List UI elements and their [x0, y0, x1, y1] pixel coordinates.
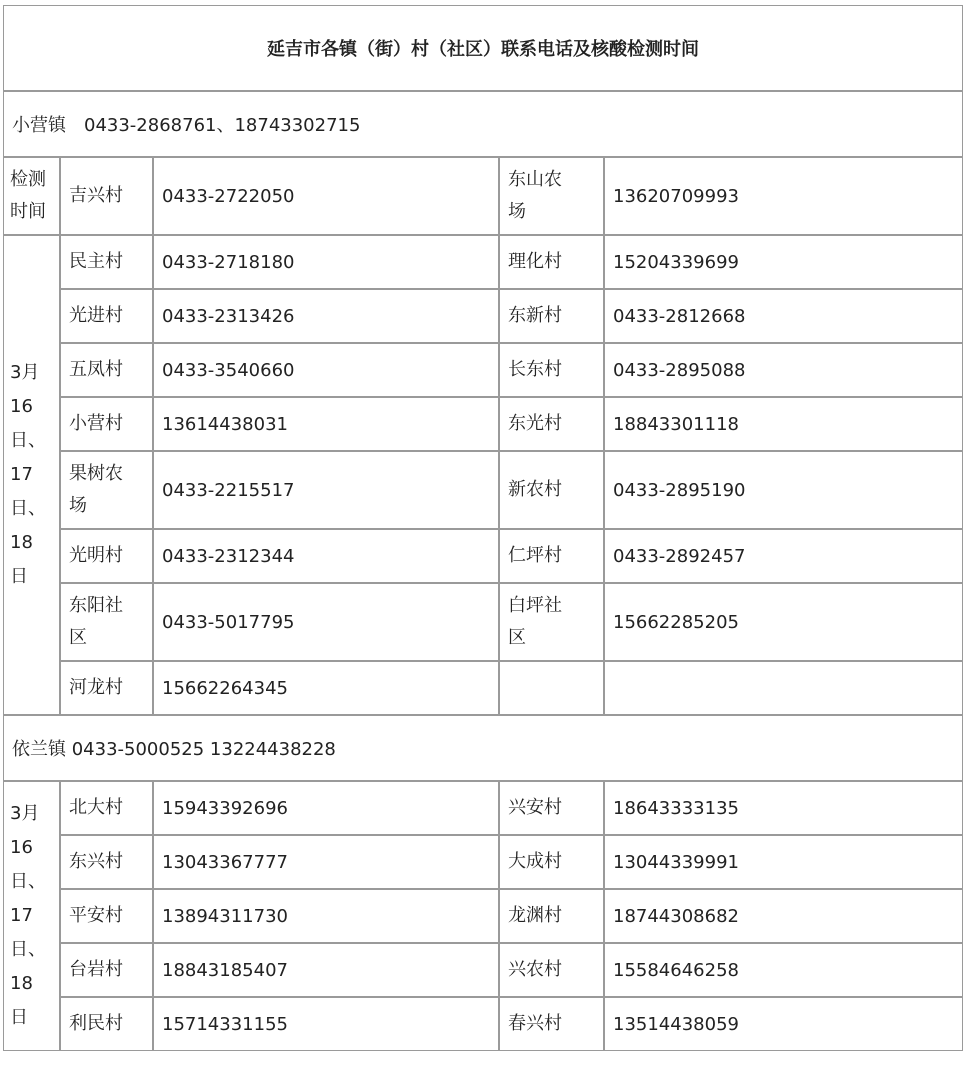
village-name: 春兴村	[499, 997, 604, 1051]
village-phone: 15943392696	[153, 781, 499, 835]
village-phone: 15662264345	[153, 661, 499, 715]
village-phone: 0433-2812668	[604, 289, 963, 343]
village-name: 利民村	[60, 997, 153, 1051]
village-phone: 0433-2895190	[604, 451, 963, 529]
village-phone: 13894311730	[153, 889, 499, 943]
village-phone: 15204339699	[604, 235, 963, 289]
village-phone: 18744308682	[604, 889, 963, 943]
town-row	[3, 715, 963, 781]
village-name: 光明村	[60, 529, 153, 583]
village-name: 小营村	[60, 397, 153, 451]
table-row	[3, 157, 963, 235]
village-name: 五凤村	[60, 343, 153, 397]
check-date: 3月16日、17日、18日	[3, 781, 60, 1051]
village-name	[499, 661, 604, 715]
village-phone: 15584646258	[604, 943, 963, 997]
title-row	[3, 5, 963, 91]
table-row	[3, 343, 963, 397]
table-row	[3, 661, 963, 715]
village-name: 东光村	[499, 397, 604, 451]
village-name: 理化村	[499, 235, 604, 289]
village-name: 新农村	[499, 451, 604, 529]
village-phone: 13620709993	[604, 157, 963, 235]
village-phone: 13043367777	[153, 835, 499, 889]
village-name: 龙渊村	[499, 889, 604, 943]
village-phone: 0433-2892457	[604, 529, 963, 583]
check-time-header: 检测时间	[3, 157, 60, 235]
village-phone: 0433-2215517	[153, 451, 499, 529]
village-name: 东新村	[499, 289, 604, 343]
village-name: 东阳社区	[60, 583, 153, 661]
table-row	[3, 289, 963, 343]
village-name: 北大村	[60, 781, 153, 835]
village-phone: 15714331155	[153, 997, 499, 1051]
check-date: 3月16日、17日、18日	[3, 235, 60, 715]
village-phone: 13614438031	[153, 397, 499, 451]
village-name: 白坪社区	[499, 583, 604, 661]
village-phone: 0433-2313426	[153, 289, 499, 343]
village-phone: 15662285205	[604, 583, 963, 661]
table-row	[3, 235, 963, 289]
town-row	[3, 91, 963, 157]
table-row	[3, 583, 963, 661]
table-row	[3, 997, 963, 1051]
village-name: 平安村	[60, 889, 153, 943]
village-name: 东兴村	[60, 835, 153, 889]
table-row	[3, 781, 963, 835]
village-phone: 0433-2718180	[153, 235, 499, 289]
table-row	[3, 835, 963, 889]
village-name: 仁坪村	[499, 529, 604, 583]
village-name: 民主村	[60, 235, 153, 289]
village-phone: 18643333135	[604, 781, 963, 835]
village-phone: 0433-5017795	[153, 583, 499, 661]
village-name: 吉兴村	[60, 157, 153, 235]
village-phone	[604, 661, 963, 715]
village-name: 东山农场	[499, 157, 604, 235]
village-phone: 18843301118	[604, 397, 963, 451]
village-name: 河龙村	[60, 661, 153, 715]
table-row	[3, 451, 963, 529]
village-phone: 18843185407	[153, 943, 499, 997]
village-name: 台岩村	[60, 943, 153, 997]
table-title: 延吉市各镇（街）村（社区）联系电话及核酸检测时间	[3, 5, 963, 91]
village-phone: 13514438059	[604, 997, 963, 1051]
table-row	[3, 397, 963, 451]
table-row	[3, 529, 963, 583]
contact-table	[3, 5, 963, 1051]
table-row	[3, 889, 963, 943]
village-phone: 0433-2895088	[604, 343, 963, 397]
village-phone: 0433-2722050	[153, 157, 499, 235]
village-name: 兴农村	[499, 943, 604, 997]
town-contact-line: 依兰镇 0433-5000525 13224438228	[3, 715, 963, 781]
village-name: 长东村	[499, 343, 604, 397]
village-phone: 0433-3540660	[153, 343, 499, 397]
village-name: 大成村	[499, 835, 604, 889]
village-phone: 0433-2312344	[153, 529, 499, 583]
village-name: 光进村	[60, 289, 153, 343]
village-name: 兴安村	[499, 781, 604, 835]
town-contact-line: 小营镇 0433-2868761、18743302715	[3, 91, 963, 157]
table-row	[3, 943, 963, 997]
village-name: 果树农场	[60, 451, 153, 529]
village-phone: 13044339991	[604, 835, 963, 889]
